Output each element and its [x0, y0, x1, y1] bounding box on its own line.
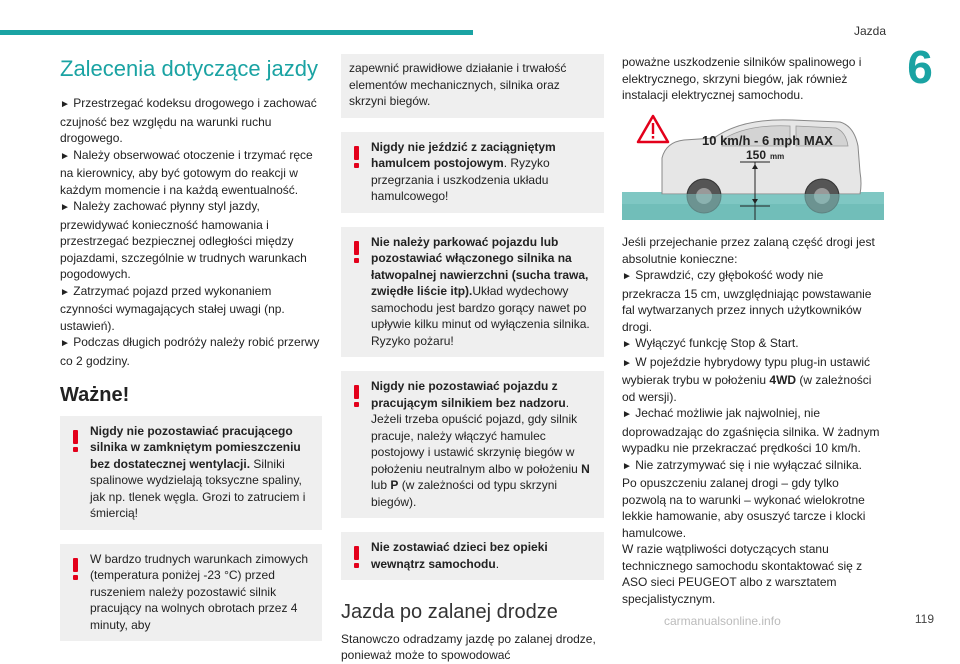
bullet-arrow-icon: ► [622, 339, 632, 350]
warning-box: W bardzo trudnych warunkach zimowych (temperatura poniżej -23 °C) przed ruszeniem należy pozostawić silnik pracujący na wolnych obrotach przez 4 minuty, aby [60, 544, 322, 642]
paragraph: poważne uszkodzenie silników spalinowego i elektrycznego, skrzyni biegów, jak również instalacji elektrycznej samochodu. [622, 55, 862, 102]
important-heading: Ważne! [60, 384, 130, 406]
flooded-road-illustration [622, 112, 884, 220]
column-3 [622, 54, 884, 607]
exclamation-icon [354, 241, 360, 263]
warning-box-continued: zapewnić prawidłowe działanie i trwałość elementów mechanicznych, silnika oraz skrzyni biegów. [341, 54, 604, 118]
exclamation-icon [354, 546, 360, 568]
warning-box: Nigdy nie jeździć z zaciągniętym hamulcem postojowym. Ryzyko przegrzania i uszkodzenia układu hamulcowego! [341, 132, 604, 213]
section-title: Zalecenia dotyczące jazdy [60, 56, 319, 81]
bullet-item: ► Podczas długich podróży należy robić przerwy co 2 godziny. [60, 335, 320, 368]
bullet-arrow-icon: ► [60, 286, 70, 298]
bullet-arrow-icon: ► [622, 271, 632, 282]
warning-box: Nie zostawiać dzieci bez opieki wewnątrz samochodu. [341, 532, 604, 580]
bullet-item: ► W pojeździe hybrydowy typu plug-in ustawić wybierak trybu w położeniu 4WD (w zależności od wersji). [622, 354, 872, 404]
speed-limit-label: 10 km/h - 6 mph MAX [702, 132, 833, 148]
bullet-item: ► Wyłączyć funkcję Stop & Start. [622, 336, 799, 350]
column-1 [60, 54, 322, 655]
bullet-item: ► Należy zachować płynny styl jazdy, przewidywać konieczność hamowania i przestrzegać bezpiecznej odległości między pojazdami, szczególnie w trudnych warunkach pogodowych. [60, 199, 307, 281]
bullet-arrow-icon: ► [60, 150, 70, 162]
paragraph: Stanowczo odradzamy jazdę po zalanej drodze, ponieważ może to spowodować [341, 631, 596, 662]
bullet-item: ► Przestrzegać kodeksu drogowego i zachować czujność bez względu na warunki ruchu drogowego. [60, 96, 317, 145]
bullet-arrow-icon: ► [622, 357, 632, 369]
column-2 [341, 54, 604, 664]
exclamation-icon [354, 146, 360, 168]
top-accent-bar [0, 30, 473, 35]
depth-value: 150 [746, 147, 767, 162]
paragraph: Jeśli przejechanie przez zalaną część drogi jest absolutnie konieczne: [622, 235, 875, 266]
warning-box: Nigdy nie pozostawiać pracującego silnika w zamkniętym pomieszczeniu bez dostatecznej wentylacji. Silniki spalinowe wydzielają toksyczne spaliny, jak np. tlenek węgla. Grozi to zatruciem i śmiercią! [60, 416, 322, 530]
chapter-number: 6 [907, 41, 933, 93]
bullet-arrow-icon: ► [60, 338, 70, 349]
flood-section-heading: Jazda po zalanej drodze [341, 601, 558, 623]
bullet-item: ► Sprawdzić, czy głębokość wody nie przekracza 15 cm, uwzględniając powstawanie fal wytwarzanych przez innych użytkowników drogi. [622, 268, 872, 334]
watermark: carmanualsonline.info [664, 614, 781, 628]
exclamation-icon [73, 430, 79, 452]
page-number: 119 [914, 612, 934, 626]
bullet-arrow-icon: ► [60, 99, 70, 110]
bullet-arrow-icon: ► [622, 409, 632, 420]
paragraph: Po opuszczeniu zalanej drogi – gdy tylko pozwolą na to warunki – wykonać wielokrotne lekkie hamowanie, aby osuszyć tarcze i klocki hamulcowe. [622, 476, 866, 540]
bullet-item: ► Jechać możliwie jak najwolniej, nie doprowadzając do zgaśnięcia silnika. W żadnym wypadku nie przekraczać prędkości 10 km/h. [622, 406, 880, 455]
warning-box: Nigdy nie pozostawiać pojazdu z pracującym silnikiem bez nadzoru. Jeżeli trzeba opuścić pojazd, gdy silnik pracuje, należy włączyć hamulec postojowy i ustawić skrzynię biegów w położeniu neutralnym albo w położeniu N lub P (w zależności od typu skrzyni biegów). [341, 371, 604, 518]
paragraph: W razie wątpliwości dotyczących stanu technicznego samochodu skontaktować się z ASO sieci PEUGEOT albo z warsztatem specjalistycznym. [622, 542, 863, 606]
bullet-arrow-icon: ► [622, 460, 632, 472]
bullet-item: ► Należy obserwować otoczenie i trzymać ręce na kierownicy, aby być gotowym do reakcji w każdym momencie i na każdą ewentualność. [60, 147, 313, 197]
exclamation-icon [73, 558, 79, 580]
warning-box: Nie należy parkować pojazdu lub pozostawiać włączonego silnika na łatwopalnej nawierzchni (sucha trawa, zwiędłe liście itp).Układ wydechowy samochodu jest bardzo gorący nawet po upływie kilku minut od wyłączenia silnika. Ryzyko pożaru! [341, 227, 604, 358]
chapter-name: Jazda [853, 24, 886, 38]
depth-unit: mm [770, 151, 785, 161]
bullet-arrow-icon: ► [60, 202, 70, 213]
bullet-item: ► Nie zatrzymywać się i nie wyłączać silnika. [622, 457, 862, 472]
exclamation-icon [354, 385, 360, 407]
bullet-item: ► Zatrzymać pojazd przed wykonaniem czynności wymagających stałej uwagi (np. ustawień). [60, 283, 285, 333]
